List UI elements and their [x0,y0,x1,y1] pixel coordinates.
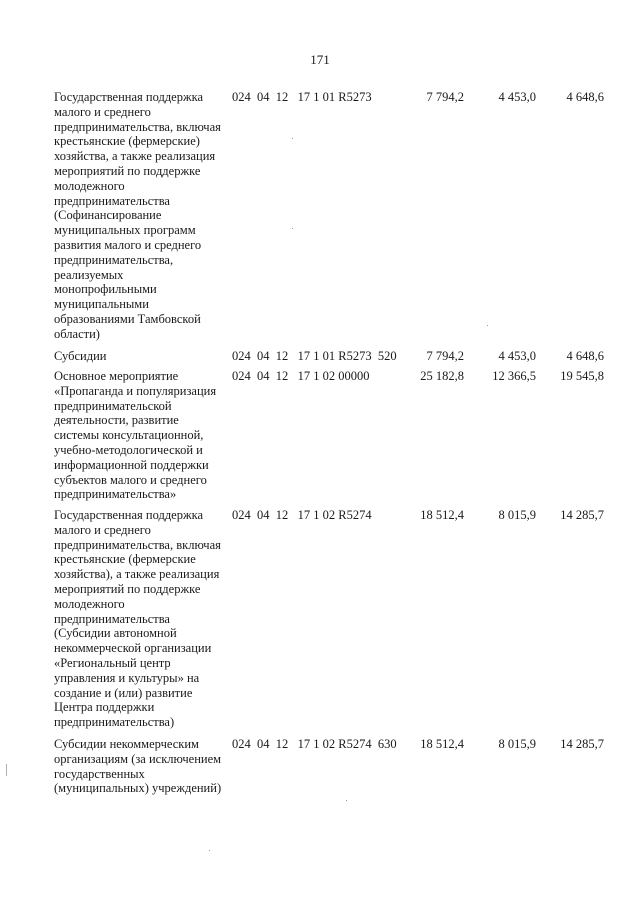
row-code: 024 04 12 17 1 01 R5273 520 [232,349,397,363]
row-value-3: 4 648,6 [566,90,604,104]
row-value-2: 4 453,0 [498,349,536,363]
row-description: Государственная поддержка малого и среднего предпринимательства, включая крестьянские (фермерские хозяйства), а также реализация мероприятий по поддержке молодежного предпринимательства (Субсидии автономной некоммерческой организации «Региональный центр управления и культуры» на создание и (или) развитие Центра поддержки предпринимательства) [54,508,221,730]
row-value-2: 8 015,9 [498,508,536,522]
row-value-3: 4 648,6 [566,349,604,363]
scan-speck [209,850,210,851]
row-value-3: 14 285,7 [560,737,604,751]
scan-speck [292,138,293,139]
row-value-2: 4 453,0 [498,90,536,104]
row-description: Государственная поддержка малого и среднего предпринимательства, включая крестьянские (фермерские) хозяйства, а также реализация мероприятий по поддержке молодежного предпринимательства (Софинансирование муниципальных программ развития малого и среднего предпринимательства, реализуемых монопрофильными муниципальными образованиями Тамбовской области) [54,90,221,341]
scan-speck [292,228,293,229]
scan-speck [346,800,347,801]
row-value-1: 7 794,2 [426,90,464,104]
page-number: 171 [310,52,330,67]
row-description: Субсидии некоммерческим организациям (за исключением государственных (муниципальных) учреждений) [54,737,222,796]
row-code: 024 04 12 17 1 01 R5273 [232,90,372,104]
scan-edge-mark [6,764,7,776]
row-value-3: 19 545,8 [560,369,604,383]
row-value-2: 8 015,9 [498,737,536,751]
row-value-1: 18 512,4 [420,508,464,522]
row-value-1: 18 512,4 [420,737,464,751]
row-code: 024 04 12 17 1 02 R5274 [232,508,372,522]
row-code: 024 04 12 17 1 02 00000 [232,369,370,383]
row-description: Субсидии [54,349,107,363]
row-code: 024 04 12 17 1 02 R5274 630 [232,737,397,751]
row-value-1: 25 182,8 [420,369,464,383]
scan-speck [487,325,488,326]
row-value-2: 12 366,5 [492,369,536,383]
row-description: Основное мероприятие «Пропаганда и популяризация предпринимательской деятельности, развитие системы консультационной, учебно-методологической и информационной поддержки субъектов малого и среднего предпринимательства» [54,369,217,502]
row-value-1: 7 794,2 [426,349,464,363]
row-value-3: 14 285,7 [560,508,604,522]
